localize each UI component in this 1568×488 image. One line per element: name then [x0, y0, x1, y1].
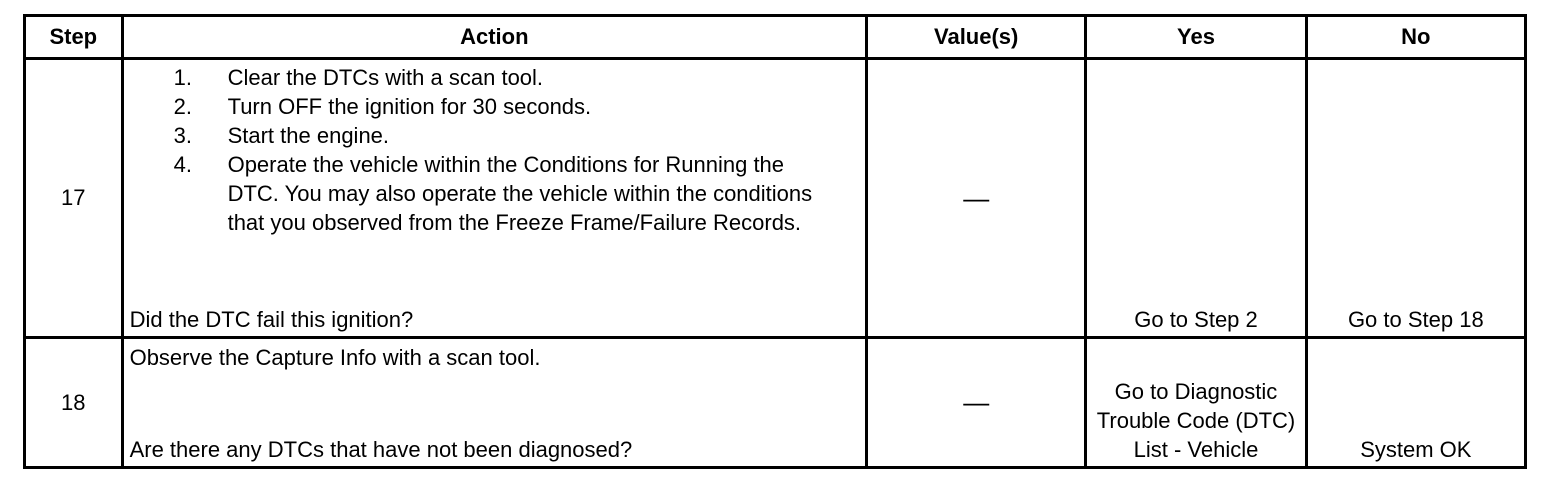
- no-cell: [1306, 59, 1525, 338]
- action-step-item: [174, 63, 834, 92]
- header-step: Step: [25, 16, 123, 59]
- yes-cell: [1086, 338, 1306, 468]
- action-question: Did the DTC fail this ignition?: [129, 307, 414, 332]
- action-step-text: Turn OFF the ignition for 30 seconds.: [227, 94, 592, 119]
- header-action: Action: [122, 16, 866, 59]
- action-step-item: [174, 121, 834, 150]
- action-step-text: Operate the vehicle within the Conditions for Running the DTC. You may also operate the vehicle within the conditions that you observed from the Freeze Frame/Failure Records.: [227, 152, 813, 235]
- action-step-number: 1.: [173, 65, 192, 90]
- no-cell: [1306, 338, 1525, 468]
- action-cell: [122, 59, 866, 338]
- action-step-item: [174, 92, 834, 121]
- action-step-item: [174, 150, 834, 237]
- value-cell: —: [867, 59, 1086, 338]
- action-cell: [122, 338, 866, 468]
- action-steps-list: [174, 63, 834, 237]
- step-number: 17: [25, 59, 123, 338]
- action-step-number: 4.: [173, 152, 192, 177]
- action-instruction: Observe the Capture Info with a scan tool.: [129, 345, 541, 370]
- action-step-text: Clear the DTCs with a scan tool.: [227, 65, 544, 90]
- diagnostic-table: [23, 14, 1527, 469]
- header-row: [25, 16, 1526, 59]
- no-link[interactable]: Go to Step 18: [1347, 307, 1484, 332]
- yes-link[interactable]: Go to Diagnostic Trouble Code (DTC) List - Vehicle: [1096, 379, 1296, 462]
- header-yes: Yes: [1086, 16, 1306, 59]
- action-question: Are there any DTCs that have not been diagnosed?: [129, 437, 633, 462]
- action-step-number: 2.: [173, 94, 192, 119]
- table-row-step-17: [25, 59, 1526, 338]
- step-number: 18: [25, 338, 123, 468]
- no-link[interactable]: System OK: [1360, 437, 1472, 462]
- header-values: Value(s): [867, 16, 1086, 59]
- yes-cell: [1086, 59, 1306, 338]
- header-no: No: [1306, 16, 1525, 59]
- action-step-text: Start the engine.: [227, 123, 390, 148]
- value-cell: —: [867, 338, 1086, 468]
- yes-link[interactable]: Go to Step 2: [1134, 307, 1258, 332]
- action-step-number: 3.: [173, 123, 192, 148]
- table-row-step-18: [25, 338, 1526, 468]
